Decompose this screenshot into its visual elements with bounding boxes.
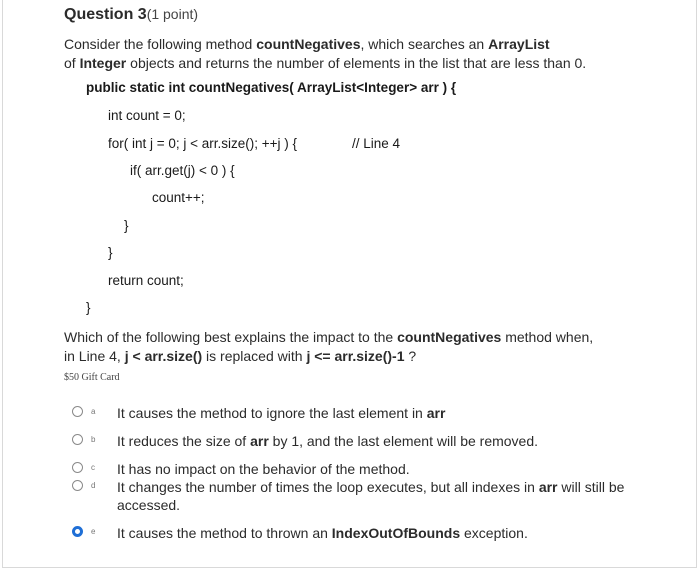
- code-line-count: int count = 0;: [108, 108, 186, 123]
- followup-new-condition: j <= arr.size()-1: [306, 348, 405, 364]
- followup-text: method when,: [501, 329, 594, 345]
- prompt-text: of: [64, 55, 80, 71]
- code-line-for: for( int j = 0; j < arr.size(); ++j ) {: [108, 136, 298, 151]
- option-text-bold: arr: [250, 433, 269, 449]
- code-line-increment: count++;: [152, 190, 205, 205]
- option-letter: b: [91, 435, 96, 444]
- option-text-part: It causes the method to ignore the last element in: [117, 405, 427, 421]
- code-close-method: }: [86, 300, 91, 315]
- prompt-method-name: countNegatives: [256, 36, 361, 52]
- answer-option-b[interactable]: [72, 432, 672, 452]
- code-close-if: }: [124, 218, 129, 233]
- option-text-bold: IndexOutOfBounds: [331, 525, 461, 541]
- code-signature: public static int countNegatives( ArrayList<Integer> arr ) {: [86, 80, 457, 95]
- option-text-bold: arr: [538, 479, 558, 495]
- answer-option-d[interactable]: [72, 478, 672, 518]
- option-text: [117, 432, 637, 450]
- option-text-part: by 1, and the last element will be removed.: [268, 433, 539, 449]
- option-text: [117, 460, 637, 478]
- followup-text: in Line 4,: [64, 348, 125, 364]
- answer-option-a[interactable]: [72, 404, 672, 424]
- option-text-part: It has no impact on the behavior of the method.: [117, 461, 410, 477]
- option-letter: d: [91, 481, 96, 490]
- followup-text: is replaced with: [202, 348, 307, 364]
- prompt-text: objects and returns the number of elements in the list that are less than 0.: [126, 55, 587, 71]
- option-text: [117, 478, 637, 514]
- answer-option-c[interactable]: [72, 460, 672, 480]
- prompt-integer: Integer: [79, 55, 127, 71]
- followup-method-name: countNegatives: [397, 329, 502, 345]
- followup-text: Which of the following best explains the impact to the: [64, 329, 398, 345]
- prompt-arraylist: ArrayList: [488, 36, 550, 52]
- followup-question: [64, 328, 593, 366]
- radio-button[interactable]: [72, 480, 83, 491]
- code-close-for: }: [108, 245, 113, 260]
- prompt-text: , which searches an: [360, 36, 489, 52]
- answer-option-e[interactable]: [72, 524, 672, 544]
- followup-old-condition: j < arr.size(): [124, 348, 203, 364]
- option-text-part: will still be accessed.: [117, 479, 625, 513]
- prompt-text: Consider the following method: [64, 36, 257, 52]
- option-text-part: It causes the method to thrown an: [117, 525, 332, 541]
- option-text-part: It reduces the size of: [117, 433, 251, 449]
- option-text-part: exception.: [460, 525, 528, 541]
- code-line-if: if( arr.get(j) < 0 ) {: [130, 163, 235, 178]
- question-number: Question 3: [64, 6, 147, 23]
- followup-text: ?: [404, 348, 417, 364]
- question-points: (1 point): [146, 6, 199, 22]
- question-title: [64, 6, 198, 24]
- option-letter: c: [91, 463, 95, 472]
- code-line-comment: // Line 4: [352, 136, 401, 151]
- radio-button-selected[interactable]: [72, 526, 83, 537]
- radio-button[interactable]: [72, 406, 83, 417]
- option-text-bold: arr: [426, 405, 446, 421]
- gift-card-label: $50 Gift Card: [64, 372, 120, 383]
- option-letter: e: [91, 527, 96, 536]
- option-text: [117, 404, 637, 422]
- code-line-return: return count;: [108, 273, 184, 288]
- radio-button[interactable]: [72, 434, 83, 445]
- radio-button[interactable]: [72, 462, 83, 473]
- question-prompt: [64, 35, 586, 73]
- option-text: [117, 524, 637, 542]
- option-text-part: It changes the number of times the loop executes, but all indexes in: [117, 479, 539, 495]
- option-letter: a: [91, 407, 96, 416]
